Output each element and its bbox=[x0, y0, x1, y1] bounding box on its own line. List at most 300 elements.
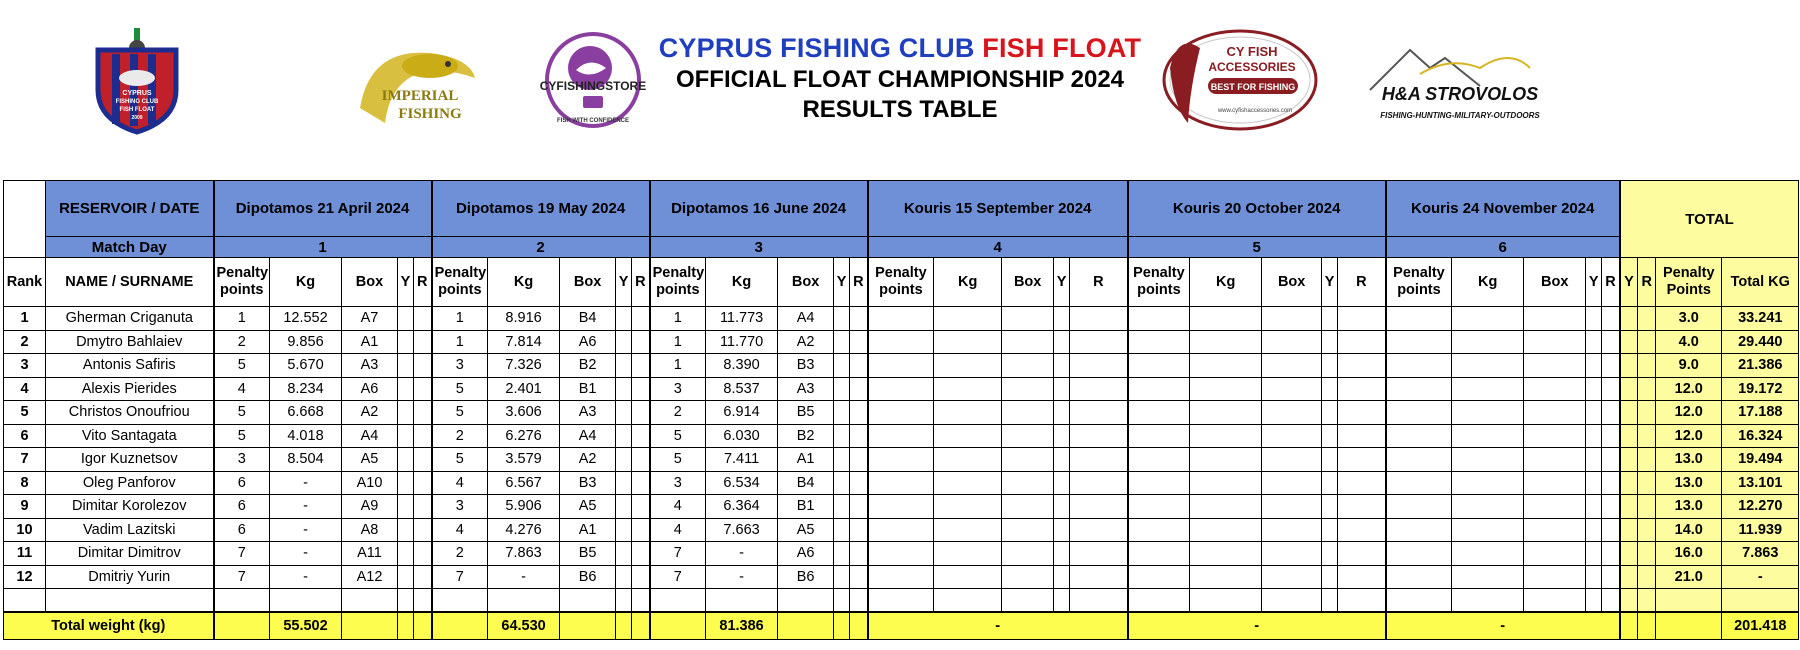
empty-cell bbox=[4, 589, 46, 613]
r-cell bbox=[850, 330, 868, 354]
total-r-cell bbox=[1638, 495, 1656, 519]
title-blue-part: CYPRUS FISHING CLUB bbox=[658, 33, 975, 63]
r-cell bbox=[1338, 565, 1386, 589]
y-cell bbox=[616, 330, 632, 354]
penalty-cell: 2 bbox=[214, 330, 270, 354]
box-cell bbox=[1524, 542, 1586, 566]
r-cell bbox=[414, 330, 432, 354]
title-red-part: FISH FLOAT bbox=[982, 33, 1142, 63]
box-cell bbox=[1524, 307, 1586, 331]
box-cell bbox=[1524, 377, 1586, 401]
box-cell: A1 bbox=[342, 330, 398, 354]
box-cell bbox=[1262, 565, 1322, 589]
box-cell bbox=[1524, 495, 1586, 519]
rank-header-spacer bbox=[4, 181, 46, 258]
box-cell bbox=[1524, 401, 1586, 425]
penalty-cell bbox=[1386, 354, 1452, 378]
total-penalty-header: Penalty Points bbox=[1656, 258, 1722, 307]
club-logo-text-2: FISHING CLUB bbox=[115, 99, 159, 105]
y-cell bbox=[1586, 330, 1602, 354]
total-y-cell bbox=[1620, 495, 1638, 519]
empty-cell bbox=[1054, 589, 1070, 613]
r-cell bbox=[632, 565, 650, 589]
box-cell: A6 bbox=[560, 330, 616, 354]
penalty-cell bbox=[868, 377, 934, 401]
total-penalty-cell: 12.0 bbox=[1656, 377, 1722, 401]
round-6-box-header: Box bbox=[1524, 258, 1586, 307]
penalty-cell: 7 bbox=[650, 565, 706, 589]
r-cell bbox=[1338, 401, 1386, 425]
footer-r-cell bbox=[850, 612, 868, 640]
penalty-cell bbox=[1128, 565, 1190, 589]
total-r-header: R bbox=[1638, 258, 1656, 307]
penalty-cell bbox=[1128, 330, 1190, 354]
r-cell bbox=[414, 377, 432, 401]
y-cell bbox=[1054, 495, 1070, 519]
round-2-kg-header: Kg bbox=[488, 258, 560, 307]
total-penalty-cell: 13.0 bbox=[1656, 471, 1722, 495]
kg-cell: 4.018 bbox=[270, 424, 342, 448]
round-2-total-weight: 64.530 bbox=[488, 612, 560, 640]
total-r-cell bbox=[1638, 330, 1656, 354]
box-cell bbox=[1262, 330, 1322, 354]
table-row bbox=[4, 471, 1799, 495]
empty-cell bbox=[398, 589, 414, 613]
kg-cell bbox=[934, 401, 1002, 425]
penalty-cell: 4 bbox=[650, 518, 706, 542]
penalty-cell bbox=[1128, 377, 1190, 401]
kg-cell bbox=[1190, 495, 1262, 519]
total-penalty-cell: 13.0 bbox=[1656, 448, 1722, 472]
kg-cell bbox=[934, 518, 1002, 542]
round-5-r-header: R bbox=[1338, 258, 1386, 307]
r-cell bbox=[632, 518, 650, 542]
y-cell bbox=[616, 518, 632, 542]
y-cell bbox=[616, 471, 632, 495]
box-cell: A5 bbox=[342, 448, 398, 472]
penalty-cell: 5 bbox=[650, 424, 706, 448]
empty-cell bbox=[868, 589, 934, 613]
box-cell bbox=[1262, 401, 1322, 425]
cyfishingstore-logo-tagline: FISH WITH CONFIDENCE bbox=[557, 118, 629, 124]
y-cell bbox=[398, 448, 414, 472]
total-kg-cell: 29.440 bbox=[1722, 330, 1799, 354]
r-cell bbox=[850, 424, 868, 448]
y-cell bbox=[1322, 354, 1338, 378]
kg-cell: 6.534 bbox=[706, 471, 778, 495]
rank-cell: 9 bbox=[4, 495, 46, 519]
box-cell: B6 bbox=[778, 565, 834, 589]
footer-box-cell bbox=[778, 612, 834, 640]
name-cell: Christos Onoufriou bbox=[46, 401, 214, 425]
kg-cell bbox=[934, 495, 1002, 519]
name-cell: Dmytro Bahlaiev bbox=[46, 330, 214, 354]
empty-cell bbox=[414, 589, 432, 613]
round-3-kg-header: Kg bbox=[706, 258, 778, 307]
round-4-r-header: R bbox=[1070, 258, 1128, 307]
kg-cell: 7.411 bbox=[706, 448, 778, 472]
empty-cell bbox=[1338, 589, 1386, 613]
empty-cell bbox=[1190, 589, 1262, 613]
r-cell bbox=[850, 307, 868, 331]
r-cell bbox=[414, 424, 432, 448]
empty-cell bbox=[1524, 589, 1586, 613]
footer-total-r bbox=[1638, 612, 1656, 640]
kg-cell bbox=[1452, 424, 1524, 448]
penalty-cell bbox=[1386, 565, 1452, 589]
box-cell: A4 bbox=[342, 424, 398, 448]
rank-cell: 2 bbox=[4, 330, 46, 354]
table-row bbox=[4, 307, 1799, 331]
total-y-cell bbox=[1620, 424, 1638, 448]
kg-cell: 7.814 bbox=[488, 330, 560, 354]
box-cell bbox=[1262, 471, 1322, 495]
box-cell bbox=[1262, 542, 1322, 566]
penalty-cell bbox=[1386, 542, 1452, 566]
y-cell bbox=[616, 448, 632, 472]
total-kg-cell: 21.386 bbox=[1722, 354, 1799, 378]
r-cell bbox=[850, 542, 868, 566]
y-cell bbox=[834, 354, 850, 378]
round-5-venue: Kouris 20 October 2024 bbox=[1128, 181, 1386, 237]
y-cell bbox=[1054, 330, 1070, 354]
footer-penalty-cell bbox=[214, 612, 270, 640]
kg-cell: 6.668 bbox=[270, 401, 342, 425]
total-kg-cell: 19.172 bbox=[1722, 377, 1799, 401]
box-cell: A2 bbox=[560, 448, 616, 472]
kg-cell bbox=[1452, 565, 1524, 589]
footer-box-cell bbox=[560, 612, 616, 640]
penalty-cell bbox=[868, 542, 934, 566]
y-cell bbox=[1054, 542, 1070, 566]
box-cell: A3 bbox=[778, 377, 834, 401]
r-cell bbox=[632, 307, 650, 331]
name-cell: Dimitar Korolezov bbox=[46, 495, 214, 519]
box-cell: A9 bbox=[342, 495, 398, 519]
imperial-fishing-logo bbox=[350, 38, 485, 138]
kg-cell: 3.579 bbox=[488, 448, 560, 472]
table-row bbox=[4, 518, 1799, 542]
r-cell bbox=[1602, 377, 1620, 401]
round-5-kg-header: Kg bbox=[1190, 258, 1262, 307]
total-r-cell bbox=[1638, 542, 1656, 566]
r-cell bbox=[414, 542, 432, 566]
table-row bbox=[4, 542, 1799, 566]
kg-cell: - bbox=[706, 565, 778, 589]
box-cell: B1 bbox=[778, 495, 834, 519]
box-cell bbox=[1002, 471, 1054, 495]
kg-cell bbox=[934, 377, 1002, 401]
empty-cell bbox=[1128, 589, 1190, 613]
box-cell bbox=[1262, 307, 1322, 331]
table-row bbox=[4, 495, 1799, 519]
r-cell bbox=[1338, 424, 1386, 448]
kg-cell bbox=[1452, 471, 1524, 495]
ha-logo-name: H&A STROVOLOS bbox=[1381, 84, 1539, 104]
kg-cell bbox=[934, 307, 1002, 331]
empty-cell bbox=[214, 589, 270, 613]
kg-cell: 11.770 bbox=[706, 330, 778, 354]
footer-box-cell bbox=[342, 612, 398, 640]
box-cell: A10 bbox=[342, 471, 398, 495]
round-4-total-weight: - bbox=[868, 612, 1128, 640]
empty-cell bbox=[1586, 589, 1602, 613]
kg-cell bbox=[1190, 401, 1262, 425]
kg-cell bbox=[1452, 401, 1524, 425]
kg-cell bbox=[1452, 354, 1524, 378]
penalty-cell bbox=[868, 307, 934, 331]
box-cell: B5 bbox=[778, 401, 834, 425]
penalty-cell: 1 bbox=[650, 330, 706, 354]
box-cell bbox=[1002, 401, 1054, 425]
r-cell bbox=[414, 471, 432, 495]
page-title bbox=[650, 33, 1150, 64]
round-5-day: 5 bbox=[1128, 237, 1386, 258]
kg-cell bbox=[1190, 354, 1262, 378]
r-cell bbox=[414, 307, 432, 331]
y-cell bbox=[398, 330, 414, 354]
box-cell bbox=[1002, 307, 1054, 331]
y-cell bbox=[834, 495, 850, 519]
r-cell bbox=[632, 471, 650, 495]
penalty-cell bbox=[1128, 354, 1190, 378]
box-cell bbox=[1002, 377, 1054, 401]
penalty-cell: 5 bbox=[214, 354, 270, 378]
kg-cell: 8.234 bbox=[270, 377, 342, 401]
total-penalty-cell: 3.0 bbox=[1656, 307, 1722, 331]
page-subtitle: OFFICIAL FLOAT CHAMPIONSHIP 2024 bbox=[675, 66, 1125, 93]
round-6-venue: Kouris 24 November 2024 bbox=[1386, 181, 1620, 237]
y-cell bbox=[616, 424, 632, 448]
round-1-total-weight: 55.502 bbox=[270, 612, 342, 640]
box-cell: A4 bbox=[560, 424, 616, 448]
kg-cell: 8.537 bbox=[706, 377, 778, 401]
y-cell bbox=[1586, 377, 1602, 401]
total-penalty-cell: 21.0 bbox=[1656, 565, 1722, 589]
kg-cell bbox=[1190, 377, 1262, 401]
penalty-cell: 5 bbox=[214, 424, 270, 448]
penalty-cell bbox=[1386, 471, 1452, 495]
kg-cell bbox=[1190, 448, 1262, 472]
total-y-cell bbox=[1620, 401, 1638, 425]
r-cell bbox=[1338, 307, 1386, 331]
footer-penalty-cell bbox=[432, 612, 488, 640]
kg-cell: 6.567 bbox=[488, 471, 560, 495]
total-kg-cell: 19.494 bbox=[1722, 448, 1799, 472]
penalty-cell: 6 bbox=[214, 518, 270, 542]
r-cell bbox=[1602, 448, 1620, 472]
y-cell bbox=[1586, 307, 1602, 331]
kg-cell: - bbox=[488, 565, 560, 589]
total-kg-cell: 12.270 bbox=[1722, 495, 1799, 519]
total-y-cell bbox=[1620, 377, 1638, 401]
r-cell bbox=[1602, 471, 1620, 495]
penalty-cell: 1 bbox=[432, 330, 488, 354]
cyfish-logo-url: www.cyfishaccessories.com bbox=[1217, 108, 1293, 114]
empty-cell bbox=[560, 589, 616, 613]
table-row bbox=[4, 424, 1799, 448]
box-cell: B4 bbox=[778, 471, 834, 495]
box-cell: A11 bbox=[342, 542, 398, 566]
column-header-row bbox=[4, 258, 1799, 307]
penalty-cell bbox=[1128, 424, 1190, 448]
penalty-cell bbox=[1386, 401, 1452, 425]
kg-cell bbox=[1452, 542, 1524, 566]
kg-cell: - bbox=[706, 542, 778, 566]
box-cell bbox=[1002, 448, 1054, 472]
total-penalty-cell: 16.0 bbox=[1656, 542, 1722, 566]
name-cell: Alexis Pierides bbox=[46, 377, 214, 401]
y-cell bbox=[1586, 448, 1602, 472]
box-cell: B5 bbox=[560, 542, 616, 566]
r-cell bbox=[850, 495, 868, 519]
y-cell bbox=[1322, 448, 1338, 472]
y-cell bbox=[1054, 401, 1070, 425]
penalty-cell: 6 bbox=[214, 471, 270, 495]
table-row bbox=[4, 377, 1799, 401]
round-2-box-header: Box bbox=[560, 258, 616, 307]
empty-cell bbox=[834, 589, 850, 613]
y-cell bbox=[1054, 377, 1070, 401]
penalty-cell: 7 bbox=[214, 542, 270, 566]
total-y-cell bbox=[1620, 471, 1638, 495]
y-cell bbox=[834, 307, 850, 331]
empty-cell bbox=[1602, 589, 1620, 613]
club-logo bbox=[90, 28, 185, 138]
kg-cell bbox=[1190, 565, 1262, 589]
total-penalty-cell: 12.0 bbox=[1656, 424, 1722, 448]
page-subtitle-2: RESULTS TABLE bbox=[802, 96, 998, 123]
y-cell bbox=[834, 471, 850, 495]
r-cell bbox=[632, 495, 650, 519]
r-cell bbox=[414, 518, 432, 542]
empty-cell bbox=[650, 589, 706, 613]
round-6-total-weight: - bbox=[1386, 612, 1620, 640]
penalty-cell: 3 bbox=[214, 448, 270, 472]
penalty-cell bbox=[868, 471, 934, 495]
total-r-cell bbox=[1638, 354, 1656, 378]
r-cell bbox=[1070, 330, 1128, 354]
penalty-cell: 2 bbox=[432, 542, 488, 566]
round-4-venue: Kouris 15 September 2024 bbox=[868, 181, 1128, 237]
r-cell bbox=[1070, 495, 1128, 519]
y-cell bbox=[398, 565, 414, 589]
name-cell: Dimitar Dimitrov bbox=[46, 542, 214, 566]
kg-cell bbox=[1190, 518, 1262, 542]
total-kg-cell: 16.324 bbox=[1722, 424, 1799, 448]
y-cell bbox=[1322, 307, 1338, 331]
kg-cell bbox=[1190, 471, 1262, 495]
penalty-cell bbox=[868, 424, 934, 448]
penalty-cell bbox=[868, 354, 934, 378]
grand-total-weight: 201.418 bbox=[1722, 612, 1799, 640]
name-cell: Antonis Safiris bbox=[46, 354, 214, 378]
name-cell: Igor Kuznetsov bbox=[46, 448, 214, 472]
empty-cell bbox=[850, 589, 868, 613]
imperial-logo-text-1: IMPERIAL bbox=[381, 88, 459, 104]
kg-cell bbox=[934, 448, 1002, 472]
penalty-cell: 3 bbox=[650, 471, 706, 495]
kg-cell: 6.364 bbox=[706, 495, 778, 519]
penalty-cell: 6 bbox=[214, 495, 270, 519]
kg-cell: 8.916 bbox=[488, 307, 560, 331]
empty-cell bbox=[432, 589, 488, 613]
empty-cell bbox=[1638, 589, 1656, 613]
round-4-y-header: Y bbox=[1054, 258, 1070, 307]
round-3-y-header: Y bbox=[834, 258, 850, 307]
kg-cell: 12.552 bbox=[270, 307, 342, 331]
box-cell: A12 bbox=[342, 565, 398, 589]
kg-cell: - bbox=[270, 542, 342, 566]
y-cell bbox=[834, 565, 850, 589]
penalty-cell bbox=[868, 518, 934, 542]
r-cell bbox=[1070, 424, 1128, 448]
kg-cell: 8.390 bbox=[706, 354, 778, 378]
y-cell bbox=[1054, 448, 1070, 472]
empty-row bbox=[4, 589, 1799, 613]
penalty-cell bbox=[868, 448, 934, 472]
rank-cell: 5 bbox=[4, 401, 46, 425]
y-cell bbox=[398, 495, 414, 519]
box-cell bbox=[1002, 354, 1054, 378]
empty-cell bbox=[1262, 589, 1322, 613]
total-y-cell bbox=[1620, 448, 1638, 472]
penalty-cell bbox=[1128, 307, 1190, 331]
penalty-cell bbox=[1386, 518, 1452, 542]
box-cell: B6 bbox=[560, 565, 616, 589]
box-cell bbox=[1002, 495, 1054, 519]
penalty-cell: 4 bbox=[432, 518, 488, 542]
r-cell bbox=[1070, 448, 1128, 472]
penalty-cell: 5 bbox=[214, 401, 270, 425]
r-cell bbox=[1338, 471, 1386, 495]
kg-cell: 4.276 bbox=[488, 518, 560, 542]
y-cell bbox=[398, 307, 414, 331]
y-cell bbox=[1586, 471, 1602, 495]
match-day-header: Match Day bbox=[46, 237, 214, 258]
y-cell bbox=[1322, 565, 1338, 589]
y-cell bbox=[834, 424, 850, 448]
kg-cell: - bbox=[270, 518, 342, 542]
rank-cell: 8 bbox=[4, 471, 46, 495]
round-1-box-header: Box bbox=[342, 258, 398, 307]
total-penalty-cell: 12.0 bbox=[1656, 401, 1722, 425]
y-cell bbox=[1322, 471, 1338, 495]
table-row bbox=[4, 401, 1799, 425]
y-cell bbox=[1054, 518, 1070, 542]
r-cell bbox=[1070, 518, 1128, 542]
table-row bbox=[4, 448, 1799, 472]
penalty-cell: 5 bbox=[432, 377, 488, 401]
box-cell bbox=[1002, 542, 1054, 566]
box-cell: B4 bbox=[560, 307, 616, 331]
penalty-cell: 5 bbox=[432, 448, 488, 472]
empty-cell bbox=[1322, 589, 1338, 613]
y-cell bbox=[1322, 495, 1338, 519]
r-cell bbox=[1338, 354, 1386, 378]
y-cell bbox=[1054, 354, 1070, 378]
round-6-penalty-header: Penalty points bbox=[1386, 258, 1452, 307]
box-cell bbox=[1524, 565, 1586, 589]
total-kg-cell: - bbox=[1722, 565, 1799, 589]
kg-cell bbox=[1190, 330, 1262, 354]
club-logo-text-4: 2009 bbox=[131, 115, 143, 121]
round-2-day: 2 bbox=[432, 237, 650, 258]
penalty-cell: 2 bbox=[432, 424, 488, 448]
box-cell: A1 bbox=[560, 518, 616, 542]
r-cell bbox=[414, 495, 432, 519]
r-cell bbox=[1338, 377, 1386, 401]
